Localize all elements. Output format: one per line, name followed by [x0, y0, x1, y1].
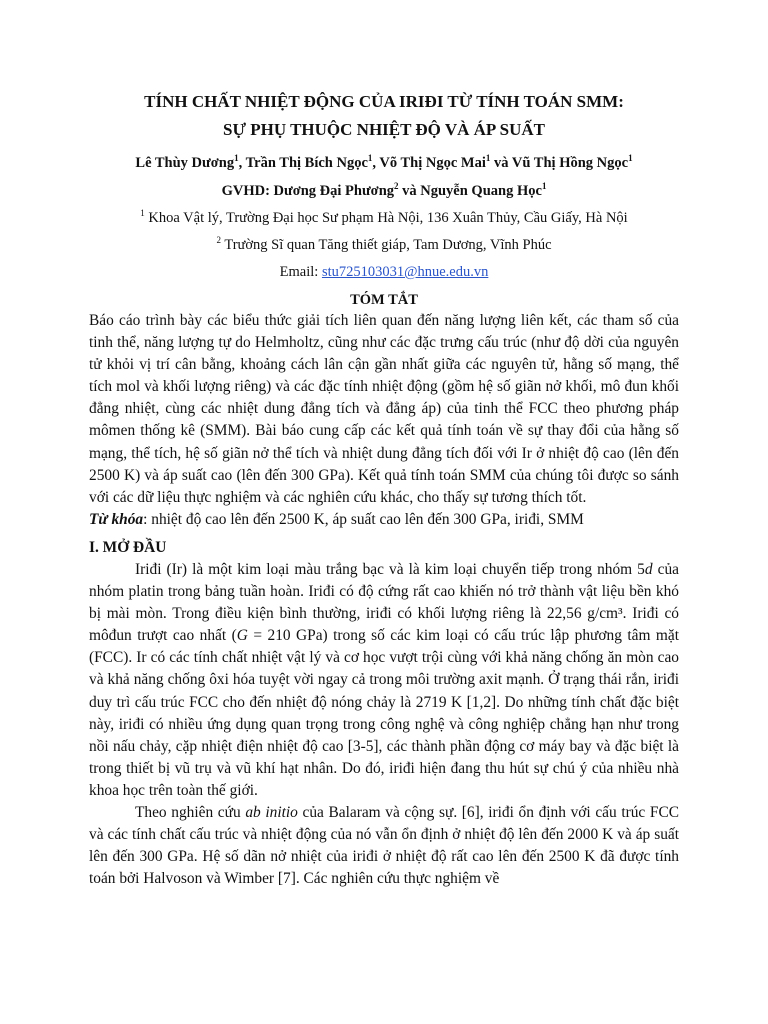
abstract-paragraph: Báo cáo trình bày các biểu thức giải tích liên quan đến năng lượng liên kết, các tham số của tinh thể, năng lượng tự do Helmholtz, cũng như các đặc trưng cấu trúc (như độ dời của nguyên tử khỏi vị trí cân bằng, khoảng cách lân cận gần nhất giữa các nguyên tử, hằng số mạng, thể tích mol và khối lượng riêng) và các đặc tính nhiệt động (gồm hệ số giãn nở khối, mô đun khối đẳng nhiệt, cùng các nhiệt dung đẳng tích và đẳng áp) của tinh thể FCC theo phương pháp mômen thống kê (SMM). Bài báo cung cấp các kết quả tính toán về sự thay đổi của hằng số mạng, thể tích, hệ số giãn nở thể tích và nhiệt dung đẳng tích đối với Ir ở nhiệt độ cao (lên đến 2500 K) và áp suất cao (lên đến 300 GPa). Kết quả tính toán SMM của chúng tôi được so sánh với các dữ liệu thực nghiệm và các nghiên cứu khác, cho thấy sự tương thích tốt.	[89, 312, 679, 506]
intro-paragraph-1	[89, 559, 679, 802]
author-name: Lê Thùy Dương	[135, 155, 235, 171]
email-label: Email:	[279, 264, 322, 280]
author-name: Võ Thị Ngọc Mai	[379, 155, 486, 171]
affiliation-text: Trường Sĩ quan Tăng thiết giáp, Tam Dương, Vĩnh Phúc	[220, 237, 552, 253]
author-affil-mark: 1	[485, 153, 491, 164]
para-text: của Balaram và cộng sự. [6], iriđi ổn định với cấu trúc FCC và các tính chất cấu trúc và nhiệt động của nó vẫn ổn định ở nhiệt độ lên đến 2000 K và áp suất lên đến 300 GPa. Hệ số dãn nở nhiệt của iriđi ở nhiệt độ rất cao lên đến 2500 K đã được tính toán bởi Halvoson và Wimber [7]. Các nghiên cứu thực nghiệm về	[89, 803, 679, 888]
para-italic: G	[236, 627, 248, 645]
para-italic: d	[644, 560, 653, 578]
section-heading-introduction: I. MỞ ĐẦU	[89, 538, 167, 556]
affiliation-mark: 1	[140, 208, 145, 219]
advisor-affil-mark: 2	[394, 181, 399, 192]
affiliation-1	[89, 208, 679, 228]
abstract-heading: TÓM TẮT	[350, 292, 418, 308]
para-text: Theo nghiên cứu	[135, 803, 246, 821]
author-affil-mark: 1	[367, 153, 373, 164]
advisor-name: Dương Đại Phương	[273, 183, 395, 199]
author-separator: ,	[372, 155, 380, 171]
affiliation-mark: 2	[216, 235, 221, 246]
para-text: = 210 GPa) trong số các kim loại có cấu trúc lập phương tâm mặt (FCC). Ir có các tính chất nhiệt vật lý và cơ học vượt trội cùng với khả năng chống ăn mòn cao và khả năng chống ôxi hóa tuyệt vời ngay cả trong môi trường axit mạnh. Ở trạng thái rắn, iriđi duy trì cấu trúc FCC cho đến nhiệt độ nóng chảy là 2719 K [1,2]. Do những tính chất đặc biệt này, iriđi có nhiều ứng dụng quan trọng trong công nghệ và công nghiệp chẳng hạn như trong nồi nấu chảy, cặp nhiệt điện nhiệt độ cao [3-5], các thành phần động cơ máy bay và đặc biệt là trong thiết bị vũ trụ và vũ khí hạt nhân. Do đó, iriđi hiện đang thu hút sự chú ý của nhiều nhà khoa học trên toàn thế giới.	[89, 627, 679, 799]
author-separator: ,	[238, 155, 246, 171]
paper-title	[89, 88, 679, 144]
affiliation-text: Khoa Vật lý, Trường Đại học Sư phạm Hà Nội, 136 Xuân Thủy, Cầu Giấy, Hà Nội	[144, 210, 628, 226]
keywords-text: : nhiệt độ cao lên đến 2500 K, áp suất cao lên đến 300 GPa, iriđi, SMM	[143, 510, 584, 528]
para-text: Iriđi (Ir) là một kim loại màu trắng bạc và là kim loại chuyển tiếp trong nhóm 5	[135, 560, 645, 578]
advisor-affil-mark: 1	[541, 181, 547, 192]
author-affil-mark: 1	[628, 153, 633, 164]
advisor-name: Nguyễn Quang Học	[420, 183, 542, 199]
intro-paragraph-2	[89, 802, 679, 890]
contact-email	[89, 262, 679, 282]
author-name: Trần Thị Bích Ngọc	[245, 155, 368, 171]
para-italic: ab initio	[245, 803, 298, 821]
advisor-list	[89, 181, 679, 201]
title-line-1: TÍNH CHẤT NHIỆT ĐỘNG CỦA IRIĐI TỪ TÍNH TOÁN SMM:	[144, 92, 624, 111]
keywords-line	[89, 509, 679, 531]
advisor-conjunction: và	[398, 183, 421, 199]
advisor-label: GVHD:	[221, 183, 274, 199]
author-name: Vũ Thị Hồng Ngọc	[511, 155, 629, 171]
author-affil-mark: 1	[234, 153, 239, 164]
affiliation-2	[89, 235, 679, 255]
para-text: của nhóm platin trong bảng tuần hoàn. Iriđi có độ cứng rất cao khiến nó trở thành vật liệu bền khó bị mài mòn. Trong điều kiện bình thường, iriđi có khối lượng riêng là 22,56 g/cm³. Iriđi có môđun trượt cao nhất (	[89, 560, 679, 645]
author-conjunction: và	[490, 155, 512, 171]
title-line-2: SỰ PHỤ THUỘC NHIỆT ĐỘ VÀ ÁP SUẤT	[223, 120, 545, 139]
email-link[interactable]: stu725103031@hnue.edu.vn	[321, 264, 489, 280]
author-list	[89, 153, 679, 173]
keywords-label: Từ khóa	[89, 510, 144, 528]
